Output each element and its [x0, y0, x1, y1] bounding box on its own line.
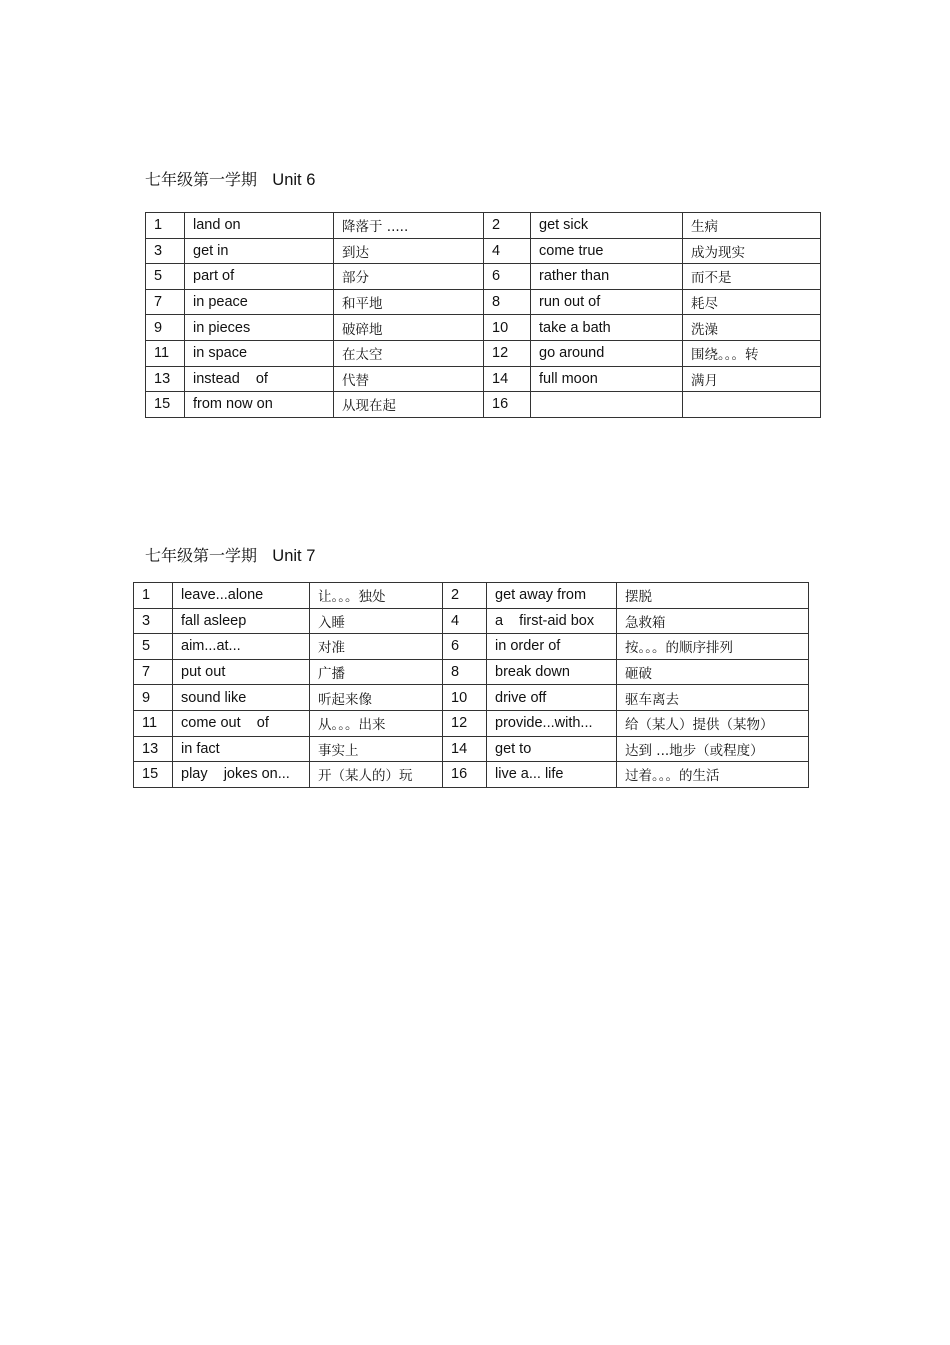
table-row	[134, 634, 809, 660]
unit7-vocab-table	[133, 582, 809, 788]
meaning: 按。。。的顺序排列	[617, 634, 809, 660]
meaning: 事实上	[310, 736, 443, 762]
entry-number: 3	[134, 608, 173, 634]
phrase: get to	[487, 736, 617, 762]
entry-number: 12	[443, 710, 487, 736]
meaning: 开（某人的）玩	[310, 762, 443, 788]
unit7-vocab-body	[134, 583, 809, 788]
entry-number: 4	[443, 608, 487, 634]
entry-number: 1	[146, 213, 185, 239]
entry-number: 5	[146, 264, 185, 290]
entry-number: 16	[484, 392, 531, 418]
table-row	[134, 685, 809, 711]
entry-number: 10	[484, 315, 531, 341]
entry-number: 11	[134, 710, 173, 736]
entry-number: 1	[134, 583, 173, 609]
table-row	[146, 340, 821, 366]
unit6-heading	[145, 170, 315, 190]
entry-number: 16	[443, 762, 487, 788]
meaning: 生病	[683, 213, 821, 239]
meaning: 代替	[334, 366, 484, 392]
table-row	[146, 366, 821, 392]
unit7-heading-zh: 七年级第一学期	[145, 546, 258, 565]
phrase: go around	[531, 340, 683, 366]
entry-number: 2	[443, 583, 487, 609]
unit6-heading-zh: 七年级第一学期	[145, 170, 258, 189]
phrase: run out of	[531, 289, 683, 315]
meaning: 达到 ...地步（或程度）	[617, 736, 809, 762]
meaning: 破碎地	[334, 315, 484, 341]
meaning: 洗澡	[683, 315, 821, 341]
entry-number: 2	[484, 213, 531, 239]
unit6-vocab-table	[145, 212, 821, 418]
phrase: in fact	[173, 736, 310, 762]
table-row	[146, 264, 821, 290]
meaning: 降落于 .....	[334, 213, 484, 239]
entry-number: 9	[134, 685, 173, 711]
table-row	[146, 289, 821, 315]
phrase: come true	[531, 238, 683, 264]
unit7-heading	[145, 546, 315, 566]
unit7-heading-en: Unit 7	[272, 547, 316, 565]
entry-number: 6	[484, 264, 531, 290]
phrase: get away from	[487, 583, 617, 609]
entry-number: 15	[146, 392, 185, 418]
phrase: fall asleep	[173, 608, 310, 634]
entry-number: 7	[134, 659, 173, 685]
phrase: in peace	[185, 289, 334, 315]
phrase: land on	[185, 213, 334, 239]
phrase: leave...alone	[173, 583, 310, 609]
entry-number: 15	[134, 762, 173, 788]
table-row	[134, 608, 809, 634]
meaning: 从现在起	[334, 392, 484, 418]
meaning: 让。。。独处	[310, 583, 443, 609]
entry-number: 12	[484, 340, 531, 366]
meaning: 成为现实	[683, 238, 821, 264]
meaning	[683, 392, 821, 418]
phrase: sound like	[173, 685, 310, 711]
meaning: 到达	[334, 238, 484, 264]
table-row	[134, 583, 809, 609]
unit6-vocab-body	[146, 213, 821, 418]
entry-number: 13	[146, 366, 185, 392]
entry-number: 14	[484, 366, 531, 392]
phrase: get in	[185, 238, 334, 264]
meaning: 和平地	[334, 289, 484, 315]
phrase: take a bath	[531, 315, 683, 341]
phrase: in order of	[487, 634, 617, 660]
entry-number: 8	[443, 659, 487, 685]
phrase: come out of	[173, 710, 310, 736]
phrase: break down	[487, 659, 617, 685]
entry-number: 8	[484, 289, 531, 315]
phrase: aim...at...	[173, 634, 310, 660]
phrase: play jokes on...	[173, 762, 310, 788]
meaning: 围绕。。。转	[683, 340, 821, 366]
phrase: rather than	[531, 264, 683, 290]
phrase	[531, 392, 683, 418]
meaning: 过着。。。的生活	[617, 762, 809, 788]
entry-number: 11	[146, 340, 185, 366]
meaning: 在太空	[334, 340, 484, 366]
entry-number: 10	[443, 685, 487, 711]
meaning: 摆脱	[617, 583, 809, 609]
table-row	[134, 659, 809, 685]
phrase: live a... life	[487, 762, 617, 788]
phrase: provide...with...	[487, 710, 617, 736]
table-row	[146, 315, 821, 341]
meaning: 听起来像	[310, 685, 443, 711]
table-row	[134, 710, 809, 736]
phrase: from now on	[185, 392, 334, 418]
entry-number: 9	[146, 315, 185, 341]
entry-number: 6	[443, 634, 487, 660]
entry-number: 3	[146, 238, 185, 264]
table-row	[146, 238, 821, 264]
phrase: instead of	[185, 366, 334, 392]
entry-number: 13	[134, 736, 173, 762]
entry-number: 5	[134, 634, 173, 660]
meaning: 入睡	[310, 608, 443, 634]
table-row	[134, 762, 809, 788]
phrase: put out	[173, 659, 310, 685]
meaning: 驱车离去	[617, 685, 809, 711]
meaning: 给（某人）提供（某物）	[617, 710, 809, 736]
phrase: in pieces	[185, 315, 334, 341]
entry-number: 4	[484, 238, 531, 264]
meaning: 满月	[683, 366, 821, 392]
entry-number: 7	[146, 289, 185, 315]
phrase: in space	[185, 340, 334, 366]
meaning: 对准	[310, 634, 443, 660]
meaning: 广播	[310, 659, 443, 685]
table-row	[146, 392, 821, 418]
meaning: 砸破	[617, 659, 809, 685]
phrase: full moon	[531, 366, 683, 392]
meaning: 部分	[334, 264, 484, 290]
meaning: 耗尽	[683, 289, 821, 315]
meaning: 而不是	[683, 264, 821, 290]
phrase: drive off	[487, 685, 617, 711]
phrase: get sick	[531, 213, 683, 239]
table-row	[146, 213, 821, 239]
table-row	[134, 736, 809, 762]
meaning: 急救箱	[617, 608, 809, 634]
entry-number: 14	[443, 736, 487, 762]
meaning: 从。。。出来	[310, 710, 443, 736]
phrase: a first-aid box	[487, 608, 617, 634]
phrase: part of	[185, 264, 334, 290]
unit6-heading-en: Unit 6	[272, 171, 316, 189]
